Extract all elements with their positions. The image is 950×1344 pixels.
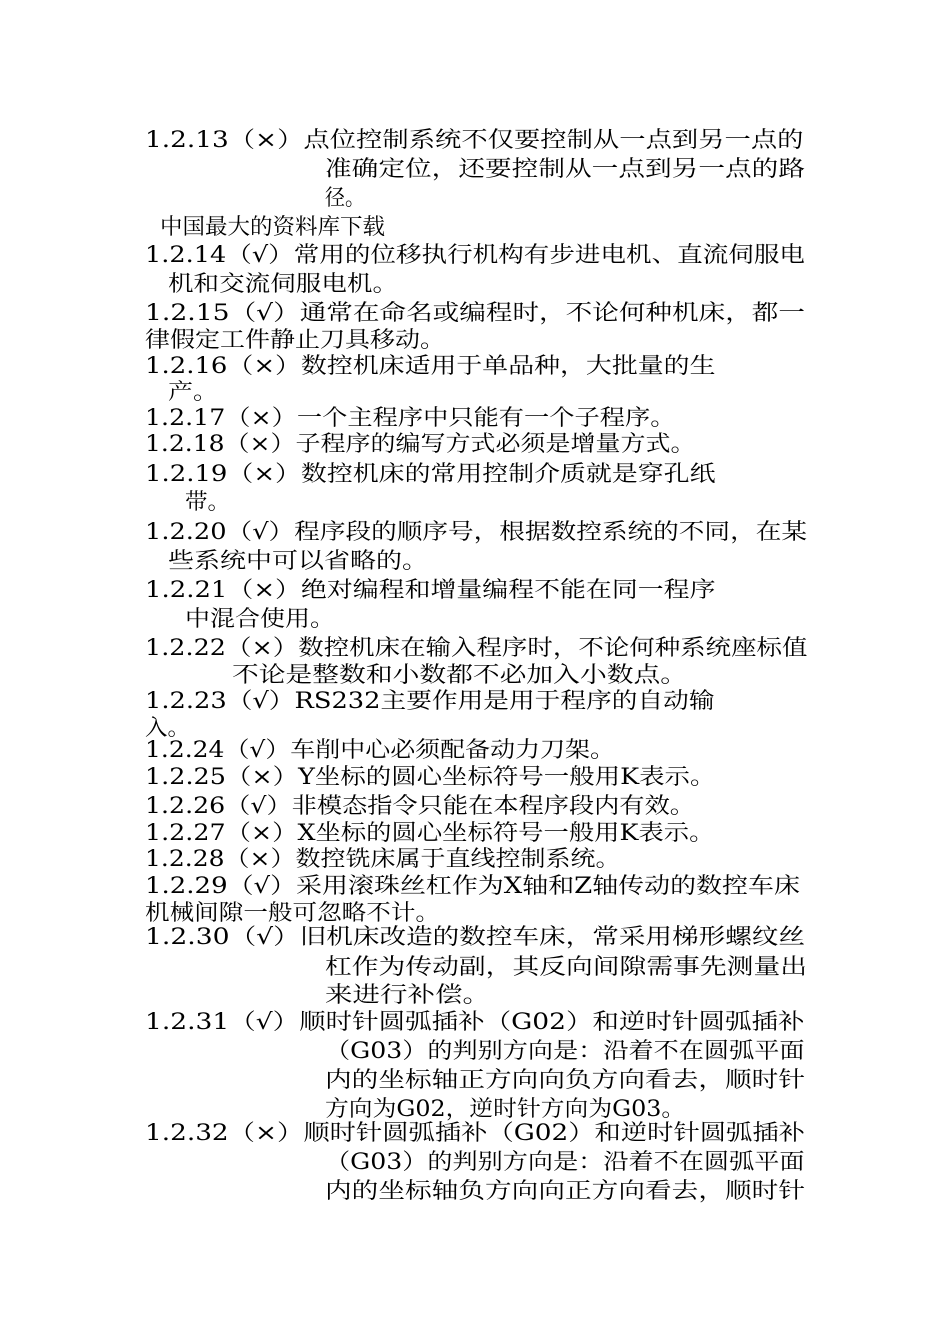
text-line: 方向为G02，逆时针方向为G03。 — [325, 1097, 686, 1122]
text-line: 1.2.27（×）X坐标的圆心坐标符号一般用K表示。 — [145, 821, 715, 846]
text-line: 1.2.13（×）点位控制系统不仅要控制从一点到另一点的 — [145, 128, 804, 153]
text-line: 1.2.15（√）通常在命名或编程时，不论何种机床，都一 — [145, 301, 805, 326]
text-line: 1.2.24（√）车削中心必须配备动力刀架。 — [145, 738, 615, 763]
text-line: 杠作为传动副，其反向间隙需事先测量出 — [325, 955, 808, 980]
text-line: 1.2.18（×）子程序的编写方式必须是增量方式。 — [145, 432, 696, 457]
text-line: 1.2.31（√）顺时针圆弧插补（G02）和逆时针圆弧插补 — [145, 1010, 805, 1035]
text-line: 1.2.32（×）顺时针圆弧插补（G02）和逆时针圆弧插补 — [145, 1121, 805, 1146]
text-line: （G03）的判别方向是：沿着不在圆弧平面 — [325, 1150, 805, 1175]
text-line: 1.2.20（√）程序段的顺序号，根据数控系统的不同，在某 — [145, 520, 807, 545]
text-line: 1.2.28（×）数控铣床属于直线控制系统。 — [145, 847, 621, 872]
text-line: 1.2.21（×）绝对编程和增量编程不能在同一程序 — [145, 578, 716, 603]
text-line: 律假定工件静止刀具移动。 — [145, 328, 446, 353]
text-line: 1.2.19（×）数控机床的常用控制介质就是穿孔纸 — [145, 462, 716, 487]
text-line: 些系统中可以省略的。 — [168, 549, 429, 574]
text-line: 内的坐标轴负方向向正方向看去，顺时针 — [325, 1179, 806, 1204]
text-line: 1.2.26（√）非模态指令只能在本程序段内有效。 — [145, 794, 695, 819]
text-line: 准确定位，还要控制从一点到另一点的路 — [325, 157, 806, 182]
text-line: 1.2.16（×）数控机床适用于单品种，大批量的生 — [145, 354, 716, 379]
text-line: 1.2.29（√）采用滚珠丝杠作为X轴和Z轴传动的数控车床 — [145, 874, 800, 899]
text-line: 不论是整数和小数都不必加入小数点。 — [232, 663, 688, 688]
text-line: 中混合使用。 — [185, 607, 336, 632]
text-line: 入。 — [145, 716, 191, 741]
text-line: 1.2.23（√）RS232主要作用是用于程序的自动输 — [145, 689, 715, 714]
text-line: 带。 — [185, 490, 231, 515]
text-line: 中国最大的资料库下载 — [160, 215, 386, 240]
text-line: 径。 — [325, 186, 366, 211]
text-line: 1.2.30（√）旧机床改造的数控车床，常采用梯形螺纹丝 — [145, 925, 805, 950]
text-line: 机和交流伺服电机。 — [168, 272, 399, 297]
text-line: 1.2.25（×）Y坐标的圆心坐标符号一般用K表示。 — [145, 765, 716, 790]
text-line: 1.2.22（×）数控机床在输入程序时，不论何种系统座标值 — [145, 636, 808, 661]
text-line: 1.2.17（×）一个主程序中只能有一个子程序。 — [145, 406, 676, 431]
text-line: （G03）的判别方向是：沿着不在圆弧平面 — [325, 1039, 805, 1064]
text-line: 1.2.14（√）常用的位移执行机构有步进电机、直流伺服电 — [145, 243, 805, 268]
text-line: 产。 — [168, 380, 219, 405]
text-line: 内的坐标轴正方向向负方向看去，顺时针 — [325, 1068, 806, 1093]
text-line: 机械间隙一般可忽略不计。 — [145, 901, 441, 926]
text-line: 来进行补偿。 — [325, 983, 491, 1008]
